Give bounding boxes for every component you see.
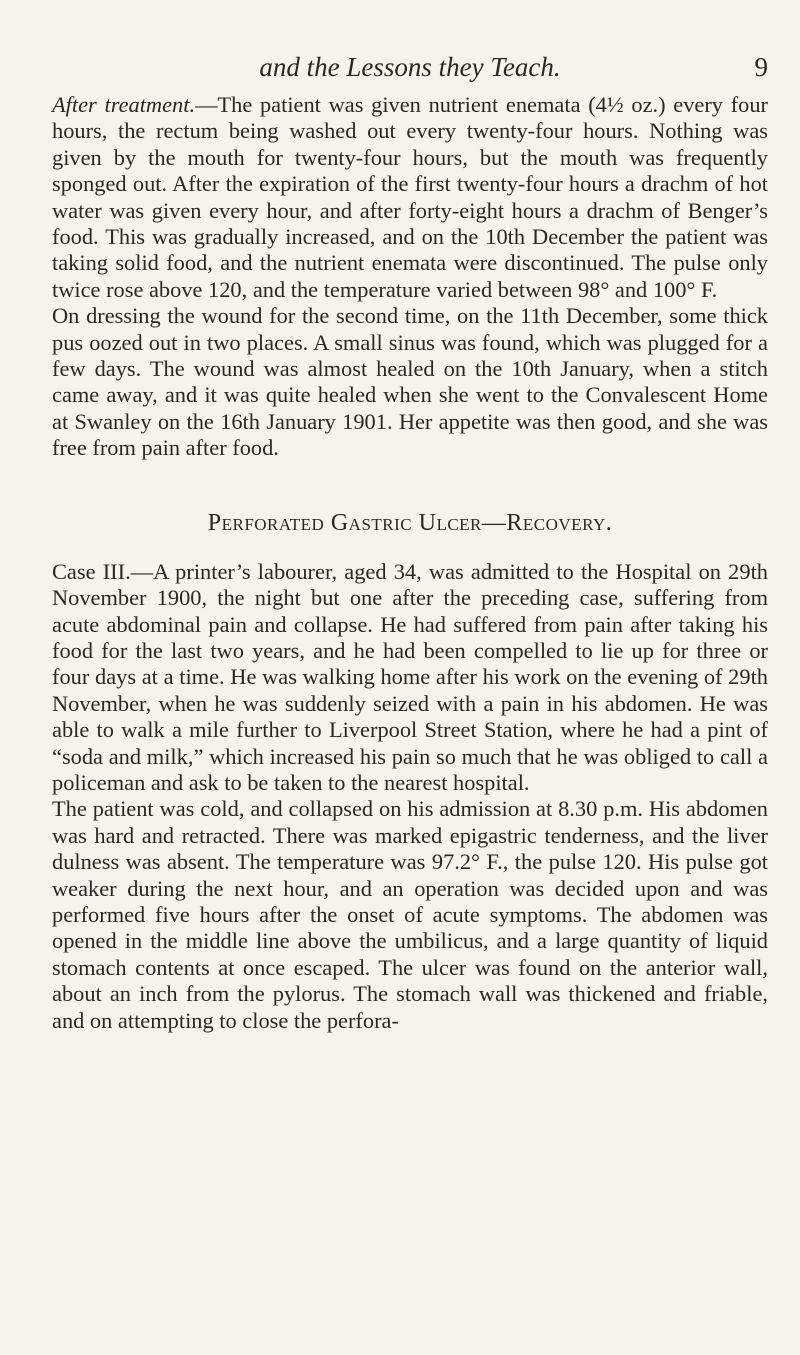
after-treatment-label: After treatment. [52, 92, 196, 117]
case-label: Case III. [52, 558, 131, 584]
admission-paragraph: The patient was cold, and collapsed on his admission at 8.30 p.m. His abdomen was hard and retracted. There was marked epigastric tenderness, and the liver dulness was absent. The temperature was 97.2° F., the pulse 120. His pulse got weaker during the next hour, and an operation was decided upon and was performed five hours after the onset of acute symptoms. The abdomen was opened in the middle line above the umbilicus, and a large quantity of liquid stomach contents at once escaped. The ulcer was found on the anterior wall, about an inch from the pylorus. The stomach wall was thickened and friable, and on attempting to close the perfora- [52, 796, 768, 1033]
case-three-text: —A printer’s labourer, aged 34, was admitted to the Hospital on 29th November 1900, the night but one after the preceding case, suffering from acute abdominal pain and collapse. He had suffered from pain after taking his food for the last two years, and he had been compelled to lie up for three or four days at a time. He was walking home after his work on the evening of 29th November, when he was suddenly seized with a pain in his abdomen. He was able to walk a mile further to Liverpool Street Station, where he had a pint of “soda and milk,” which increased his pain so much that he was obliged to call a policeman and ask to be taken to the nearest hospital. [52, 558, 768, 795]
case-three-paragraph [52, 559, 768, 797]
book-page [52, 0, 768, 1034]
section-heading: Perforated Gastric Ulcer—Recovery. [207, 509, 613, 536]
after-treatment-paragraph [52, 92, 768, 303]
running-title: and the Lessons they Teach. [259, 52, 561, 82]
running-header [52, 0, 768, 92]
page-number: 9 [754, 52, 768, 82]
after-treatment-text: —The patient was given nutrient enemata (4½ oz.) every four hours, the rectum being washed out every twenty-four hours. Nothing was given by the mouth for twenty-four hours, but the mouth was frequently sponged out. After the expiration of the first twenty-four hours a drachm of hot water was given every hour, and after forty-eight hours a drachm of Benger’s food. This was gradually increased, and on the 10th December the patient was taking solid food, and the nutrient enemata were discontinued. The pulse only twice rose above 120, and the temperature varied between 98° and 100° F. [52, 92, 768, 302]
dressing-paragraph: On dressing the wound for the second time, on the 11th December, some thick pus oozed out in two places. A small sinus was found, which was plugged for a few days. The wound was almost healed on the 10th January, when a stitch came away, and it was quite healed when she went to the Convalescent Home at Swanley on the 16th January 1901. Her appetite was then good, and she was free from pain after food. [52, 303, 768, 461]
